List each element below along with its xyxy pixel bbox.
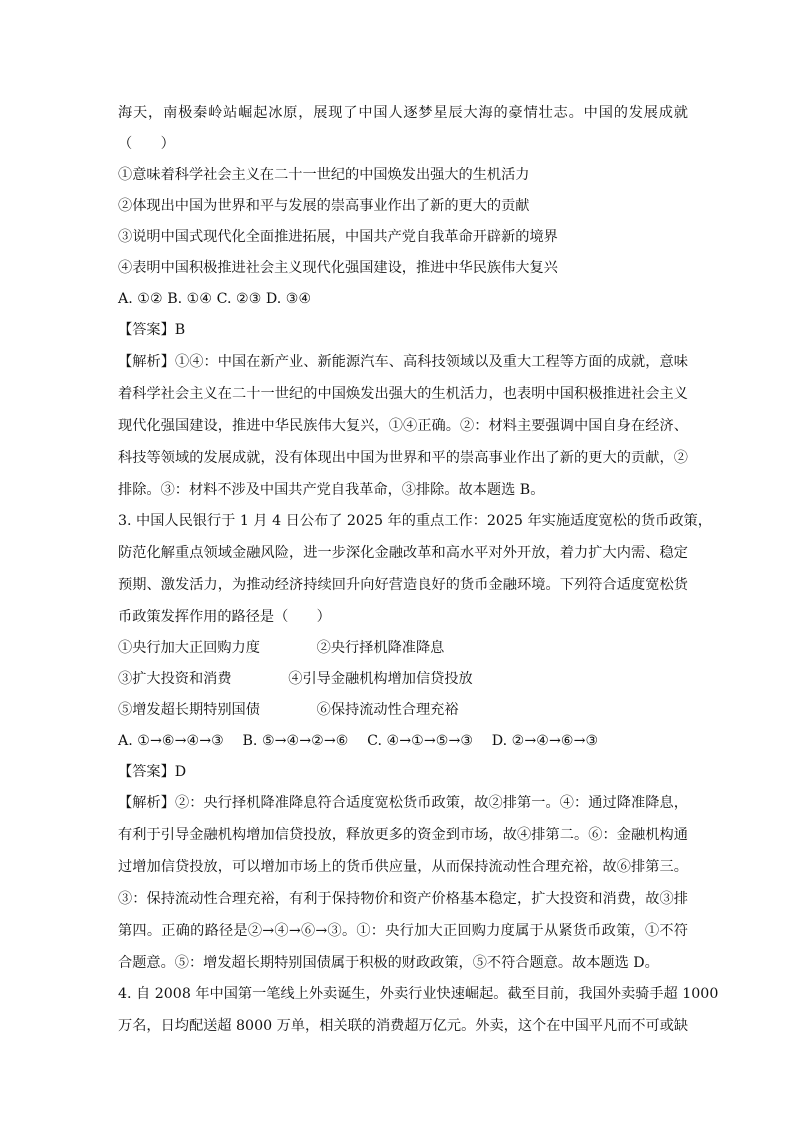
analysis-line: 【解析】①④：中国在新产业、新能源汽车、高科技领域以及重大工程等方面的成就，意味 [118, 354, 688, 370]
option-statement: ①央行加大正回购力度 ②央行择机降准降息 [118, 640, 445, 656]
answer-label: 【答案】D [118, 764, 187, 780]
question-4-line: 4. 自 2008 年中国第一笔线上外卖诞生，外卖行业快速崛起。截至目前，我国外卖骑手超 1000 [118, 986, 719, 1002]
answer-label: 【答案】B [118, 322, 186, 338]
option-statement: ⑤增发超长期特别国债 ⑥保持流动性合理充裕 [118, 702, 459, 718]
text-line: 海天，南极秦岭站崛起冰原，展现了中国人逐梦星辰大海的豪情壮志。中国的发展成就 [118, 105, 688, 121]
question-3-line: 币政策发挥作用的路径是（ ） [118, 609, 331, 625]
option-statement: ①意味着科学社会主义在二十一世纪的中国焕发出强大的生机活力 [118, 167, 530, 183]
question-4-line: 万名，日均配送超 8000 万单，相关联的消费超万亿元。外卖，这个在中国平凡而不可或缺 [118, 1018, 689, 1034]
option-statement: ③说明中国式现代化全面推进拓展，中国共产党自我革命开辟新的境界 [118, 229, 558, 245]
answer-choices: A. ①② B. ①④ C. ②③ D. ③④ [118, 291, 312, 307]
analysis-line: 现代化强国建设，推进中华民族伟大复兴，①④正确。②：材料主要强调中国自身在经济、 [118, 418, 688, 434]
analysis-line: 着科学社会主义在二十一世纪的中国焕发出强大的生机活力，也表明中国积极推进社会主义 [118, 386, 688, 402]
analysis-line: 有利于引导金融机构增加信贷投放，释放更多的资金到市场，故④排第二。⑥：金融机构通 [118, 827, 688, 843]
analysis-line: 合题意。⑤：增发超长期特别国债属于积极的财政政策，⑤不符合题意。故本题选 D。 [118, 955, 659, 971]
answer-choices: A. ①→⑥→④→③ B. ⑤→④→②→⑥ C. ④→①→⑤→③ D. ②→④→⑥→③ [118, 733, 599, 749]
analysis-line: 科技等领域的发展成就，没有体现出中国为世界和平的崇高事业作出了新的更大的贡献，② [118, 450, 688, 466]
analysis-line: 排除。③：材料不涉及中国共产党自我革命，③排除。故本题选 B。 [118, 482, 545, 498]
analysis-line: 【解析】②：央行择机降准降息符合适度宽松货币政策，故②排第一。④：通过降准降息， [118, 795, 688, 811]
analysis-line: 第四。正确的路径是②→④→⑥→③。①：央行加大正回购力度属于从紧货币政策，①不符 [118, 923, 688, 939]
question-bracket: （ ） [118, 136, 175, 152]
analysis-line: ③：保持流动性合理充裕，有利于保持物价和资产价格基本稳定，扩大投资和消费，故③排 [118, 891, 688, 907]
option-statement: ④表明中国积极推进社会主义现代化强国建设，推进中华民族伟大复兴 [118, 260, 558, 276]
option-statement: ②体现出中国为世界和平与发展的崇高事业作出了新的更大的贡献 [118, 198, 530, 214]
question-3-line: 3. 中国人民银行于 1 月 4 日公布了 2025 年的重点工作：2025 年实施适度宽松的货币政策， [118, 513, 712, 529]
question-3-line: 防范化解重点领域金融风险，进一步深化金融改革和高水平对外开放，着力扩大内需、稳定 [118, 545, 688, 561]
option-statement: ③扩大投资和消费 ④引导金融机构增加信贷投放 [118, 671, 473, 687]
analysis-line: 过增加信贷投放，可以增加市场上的货币供应量，从而保持流动性合理充裕，故⑥排第三。 [118, 859, 688, 875]
question-3-line: 预期、激发活力，为推动经济持续回升向好营造良好的货币金融环境。下列符合适度宽松货 [118, 577, 688, 593]
